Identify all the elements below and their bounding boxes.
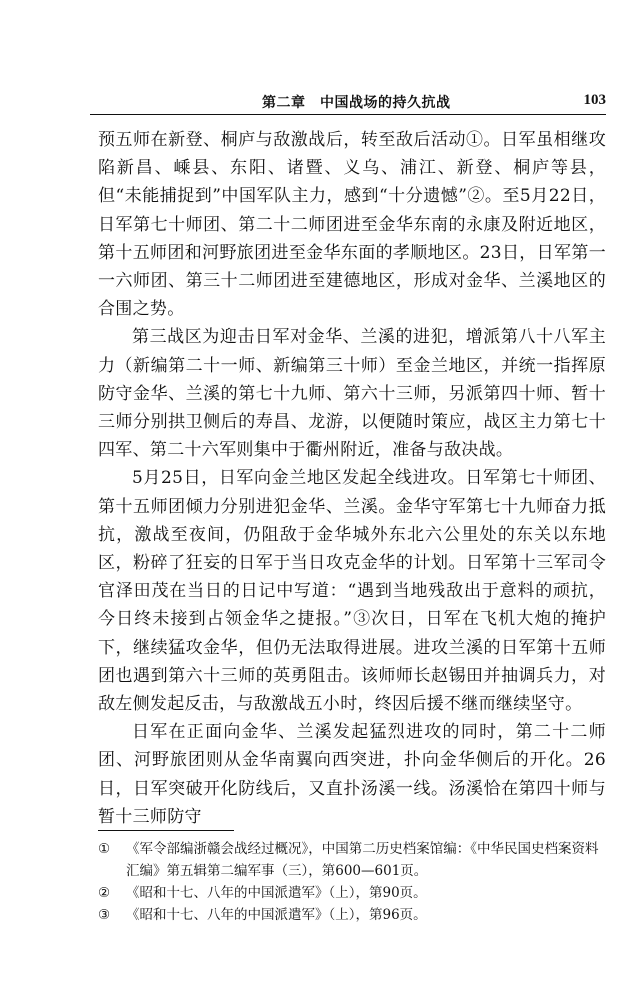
running-header [90, 92, 606, 114]
footnote [98, 882, 608, 904]
footnote-mark: ② [98, 885, 111, 901]
paragraph: 日军在正面向金华、兰溪发起猛烈进攻的同时，第二十二师团、河野旅团则从金华南翼向西突进，扑向金华侧后的开化。26日，日军突破开化防线后，又直扑汤溪一线。汤溪恰在第四十师与暂十三师防守 [98, 722, 606, 827]
header-rule [90, 114, 606, 115]
footnote-text: 《昭和十七、八年的中国派遣军》（上），第96页。 [126, 907, 427, 923]
paragraph: 5月25日，日军向金兰地区发起全线进攻。日军第七十师团、第十五师团倾力分别进犯金华、兰溪。金华守军第七十九师奋力抵抗，激战至夜间，仍阻敌于金华城外东北六公里处的东关以东地区，粉碎了狂妄的日军于当日攻克金华的计划。日军第十三军司令官泽田茂在当日的日记中写道：“遇到当地残敌出于意料的顽抗，今日终未接到占领金华之捷报。”③次日，日军在飞机大炮的掩护下，继续猛攻金华，但仍无法取得进展。进攻兰溪的日军第十五师团也遇到第六十三师的英勇阻击。该师师长赵锡田并抽调兵力，对敌左侧发起反击，与敌激战五小时，终因后援不继而继续坚守。 [98, 468, 606, 715]
footnote [98, 904, 608, 926]
footnote-text: 《昭和十七、八年的中国派遣军》（上），第90页。 [126, 885, 427, 901]
footnote-rule [98, 830, 234, 831]
body-text [98, 126, 606, 831]
page-number: 103 [583, 92, 606, 108]
footnote-mark: ③ [98, 907, 111, 923]
footnotes [98, 838, 608, 926]
paragraph: 预五师在新登、桐庐与敌激战后，转至敌后活动①。日军虽相继攻陷新昌、嵊县、东阳、诸暨、义乌、浦江、新登、桐庐等县，但“未能捕捉到”中国军队主力，感到“十分遗憾”②。至5月22日，日军第七十师团、第二十二师团进至金华东南的永康及附近地区，第十五师团和河野旅团进至金华东面的孝顺地区。23日，日军第一一六师团、第三十二师团进至建德地区，形成对金华、兰溪地区的合围之势。 [98, 130, 606, 320]
footnote-text: 《军令部编浙赣会战经过概况》，中国第二历史档案馆编：《中华民国史档案资料汇编》第五辑第二编军事（三），第600—601页。 [126, 841, 599, 879]
footnote-mark: ① [98, 841, 111, 857]
chapter-title: 第二章 中国战场的持久抗战 [262, 95, 451, 111]
paragraph: 第三战区为迎击日军对金华、兰溪的进犯，增派第八十八军主力（新编第二十一师、新编第三十师）至金兰地区，并统一指挥原防守金华、兰溪的第七十九师、第六十三师，另派第四十师、暂十三师分别拱卫侧后的寿昌、龙游，以便随时策应，战区主力第七十四军、第二十六军则集中于衢州附近，准备与敌决战。 [98, 327, 606, 461]
footnote [98, 838, 608, 882]
